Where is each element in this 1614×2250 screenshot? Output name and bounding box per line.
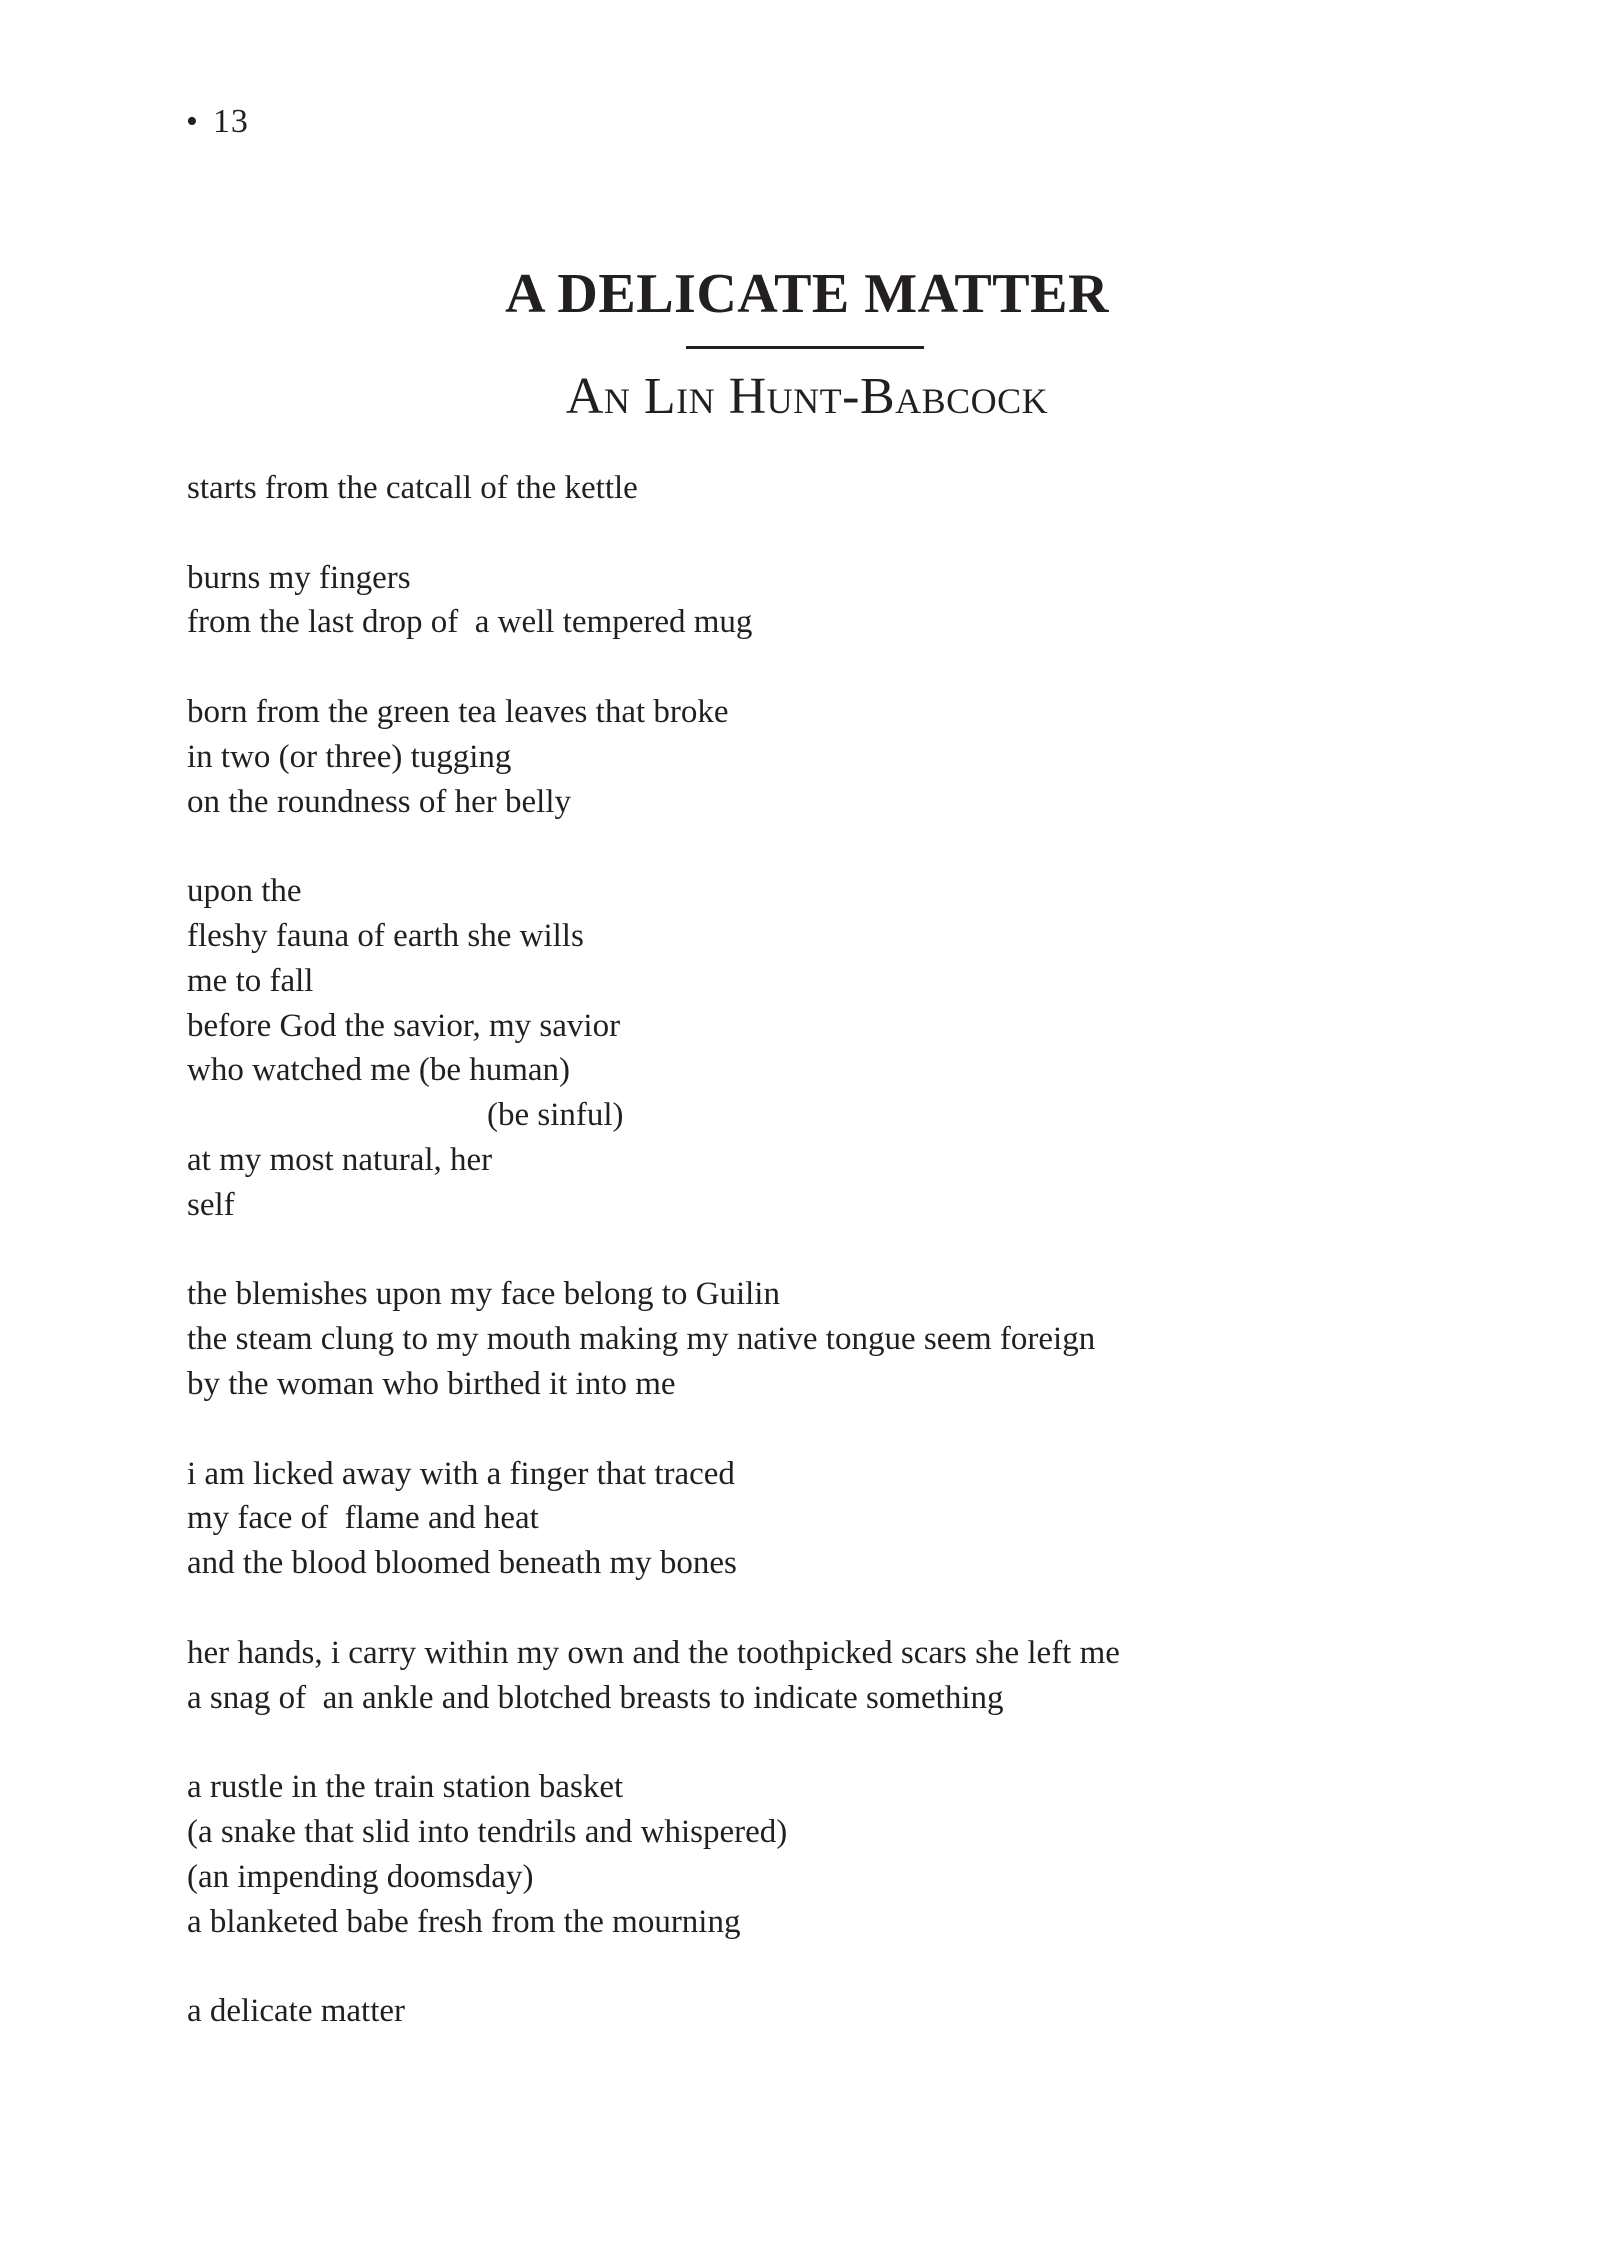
poem-line: my face of flame and heat <box>187 1500 539 1537</box>
stanza <box>187 1272 1487 1406</box>
poem-line: the blemishes upon my face belong to Guilin <box>187 1276 780 1313</box>
poem-title: A DELICATE MATTER <box>505 263 1109 325</box>
stanza <box>187 1989 1487 2034</box>
poem-line: in two (or three) tugging <box>187 738 512 775</box>
poem-line: fleshy fauna of earth she wills <box>187 917 584 954</box>
poem-line: from the last drop of a well tempered mug <box>187 604 753 641</box>
stanza <box>187 466 1487 511</box>
poem-line: a delicate matter <box>187 1993 406 2030</box>
poem-line: starts from the catcall of the kettle <box>187 470 638 506</box>
stanza <box>187 1452 1487 1586</box>
stanza <box>187 1765 1487 1944</box>
stanza-break <box>187 645 1487 690</box>
poem-line: on the roundness of her belly <box>187 783 571 820</box>
folio-bullet: • <box>186 103 199 140</box>
page-number: 13 <box>212 103 249 140</box>
poem-line: and the blood bloomed beneath my bones <box>187 1545 737 1582</box>
poem-line: burns my fingers <box>187 559 411 596</box>
stanza-break <box>187 1586 1487 1631</box>
poem-line: born from the green tea leaves that broke <box>187 693 729 730</box>
poem-line: a blanketed babe fresh from the mourning <box>187 1903 741 1940</box>
poem-line: upon the <box>187 873 302 910</box>
stanza <box>187 869 1487 1227</box>
poem-line: the steam clung to my mouth making my native tongue seem foreign <box>187 1321 1096 1358</box>
stanza-break <box>187 1944 1487 1989</box>
stanza <box>187 690 1487 824</box>
poem-line: me to fall <box>187 962 314 999</box>
stanza-break <box>187 1407 1487 1452</box>
poem-line: who watched me (be human) <box>187 1052 571 1089</box>
stanza <box>187 556 1487 646</box>
poem-body <box>187 466 1487 2034</box>
poem-line: before God the savior, my savior <box>187 1007 621 1044</box>
poem-line: her hands, i carry within my own and the toothpicked scars she left me <box>187 1634 1120 1671</box>
stanza-break <box>187 511 1487 556</box>
poem-line: self <box>187 1186 235 1223</box>
stanza-break <box>187 824 1487 869</box>
poem-line: a rustle in the train station basket <box>187 1769 624 1806</box>
stanza-break <box>187 1228 1487 1273</box>
poem-line: (an impending doomsday) <box>187 1858 534 1895</box>
poem-line: at my most natural, her <box>187 1141 493 1178</box>
poem-line: (a snake that slid into tendrils and whispered) <box>187 1813 788 1850</box>
poem-line: a snag of an ankle and blotched breasts to indicate something <box>187 1679 1004 1716</box>
poem-line: i am licked away with a finger that traced <box>187 1455 735 1492</box>
stanza <box>187 1631 1487 1721</box>
poem-line: by the woman who birthed it into me <box>187 1365 676 1402</box>
page-folio <box>186 100 249 144</box>
stanza-break <box>187 1720 1487 1765</box>
poem-author: An Lin Hunt-Babcock <box>565 368 1049 425</box>
title-divider <box>686 346 924 349</box>
poem-line-indented: (be sinful) <box>487 1097 624 1134</box>
